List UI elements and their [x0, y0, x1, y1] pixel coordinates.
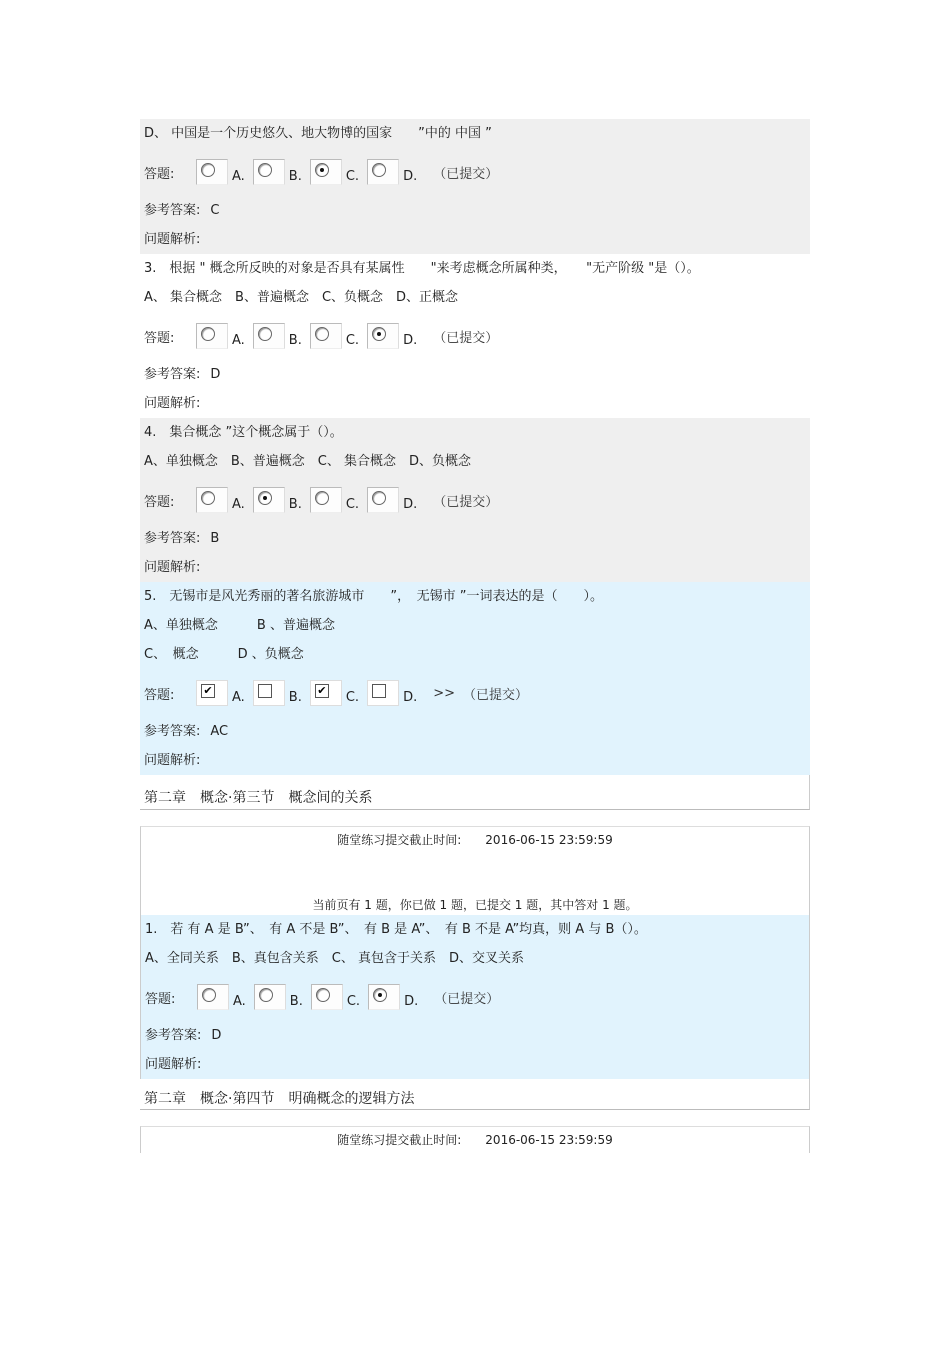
question-text: 1. 若 有 A 是 B”、 有 A 不是 B”、 有 B 是 A”、 有 B 不是 A”均真，则 A 与 B（）。 [145, 922, 647, 937]
next-arrow[interactable]: >> [433, 685, 456, 701]
submitted-status: （已提交） [433, 494, 499, 510]
progress-status: 当前页有 1 题，你已做 1 题，已提交 1 题，其中答对 1 题。 [312, 898, 638, 912]
question-3 [140, 254, 810, 418]
question-text: 5. 无锡市是风光秀丽的著名旅游城市 ”， 无锡市 ”一词表达的是（ ）。 [144, 589, 604, 604]
question-2 [140, 119, 810, 254]
reference-answer: 参考答案: D [145, 1028, 222, 1043]
checkbox-c[interactable]: ✔ [315, 684, 329, 698]
question-options-1: A、单独概念 B 、普遍概念 [144, 618, 335, 633]
radio-a[interactable] [202, 988, 216, 1002]
question-options: A、 集合概念 B、普遍概念 C、负概念 D、正概念 [144, 290, 459, 305]
answer-row: 答题: A. B. C. D. （已提交） [144, 148, 810, 196]
submitted-status: （已提交） [433, 330, 499, 346]
analysis: 问题解析: [144, 232, 201, 247]
question-text: 3. 根据 " 概念所反映的对象是否具有某属性 "来考虑概念所属种类， "无产阶级 "是（）。 [144, 261, 700, 276]
question-5 [140, 582, 810, 775]
submitted-status: （已提交） [434, 991, 500, 1007]
radio-a[interactable] [201, 327, 215, 341]
section-title: 第二章 概念·第三节 概念间的关系 [140, 775, 810, 810]
checkbox-d[interactable] [372, 684, 386, 698]
radio-d[interactable] [372, 163, 386, 177]
question-text: 4. 集合概念 ”这个概念属于（）。 [144, 425, 343, 440]
radio-c[interactable] [315, 491, 329, 505]
radio-c[interactable] [315, 163, 329, 177]
section-3-panel [140, 826, 810, 1079]
question-options: A、全同关系 B、真包含关系 C、 真包含于关系 D、交叉关系 [145, 951, 525, 966]
answer-row: 答题: ✔ A. B. ✔ C. D. >> （已提交） [144, 669, 810, 717]
radio-a[interactable] [201, 163, 215, 177]
checkbox-b[interactable] [258, 684, 272, 698]
submitted-status: （已提交） [433, 166, 499, 182]
analysis: 问题解析: [144, 560, 201, 575]
exercise-sheet [140, 119, 810, 1153]
radio-a[interactable] [201, 491, 215, 505]
reference-answer: 参考答案: D [144, 367, 221, 382]
radio-d[interactable] [373, 988, 387, 1002]
submitted-status: （已提交） [463, 687, 529, 703]
answer-row: 答题: A. B. C. D. （已提交） [144, 476, 810, 524]
radio-d[interactable] [372, 491, 386, 505]
radio-b[interactable] [258, 163, 272, 177]
analysis: 问题解析: [144, 396, 201, 411]
question-options-2: C、 概念 D 、负概念 [144, 647, 304, 662]
answer-row: 答题: A. B. C. D. （已提交） [145, 973, 809, 1021]
deadline-row: 随堂练习提交截止时间: 2016-06-15 23:59:59 [337, 833, 613, 847]
reference-answer: 参考答案: C [144, 203, 220, 218]
radio-b[interactable] [258, 327, 272, 341]
radio-b[interactable] [258, 491, 272, 505]
question-4 [140, 418, 810, 582]
checkbox-a[interactable]: ✔ [201, 684, 215, 698]
reference-answer: 参考答案: AC [144, 724, 229, 739]
question-options: A、单独概念 B、普遍概念 C、 集合概念 D、负概念 [144, 454, 472, 469]
section-title: 第二章 概念·第四节 明确概念的逻辑方法 [140, 1079, 810, 1110]
section-4-panel [140, 1126, 810, 1153]
answer-label: 答题: [144, 166, 175, 182]
radio-b[interactable] [259, 988, 273, 1002]
answer-row: 答题: A. B. C. D. （已提交） [144, 312, 810, 360]
analysis: 问题解析: [144, 753, 201, 768]
option-d-text: D、 中国是一个历史悠久、地大物博的国家 ”中的 中国 ” [144, 126, 492, 141]
radio-d[interactable] [372, 327, 386, 341]
deadline-row: 随堂练习提交截止时间: 2016-06-15 23:59:59 [337, 1133, 613, 1147]
radio-c[interactable] [316, 988, 330, 1002]
radio-c[interactable] [315, 327, 329, 341]
analysis: 问题解析: [145, 1057, 202, 1072]
section-3-question-1 [141, 915, 809, 1079]
reference-answer: 参考答案: B [144, 531, 220, 546]
